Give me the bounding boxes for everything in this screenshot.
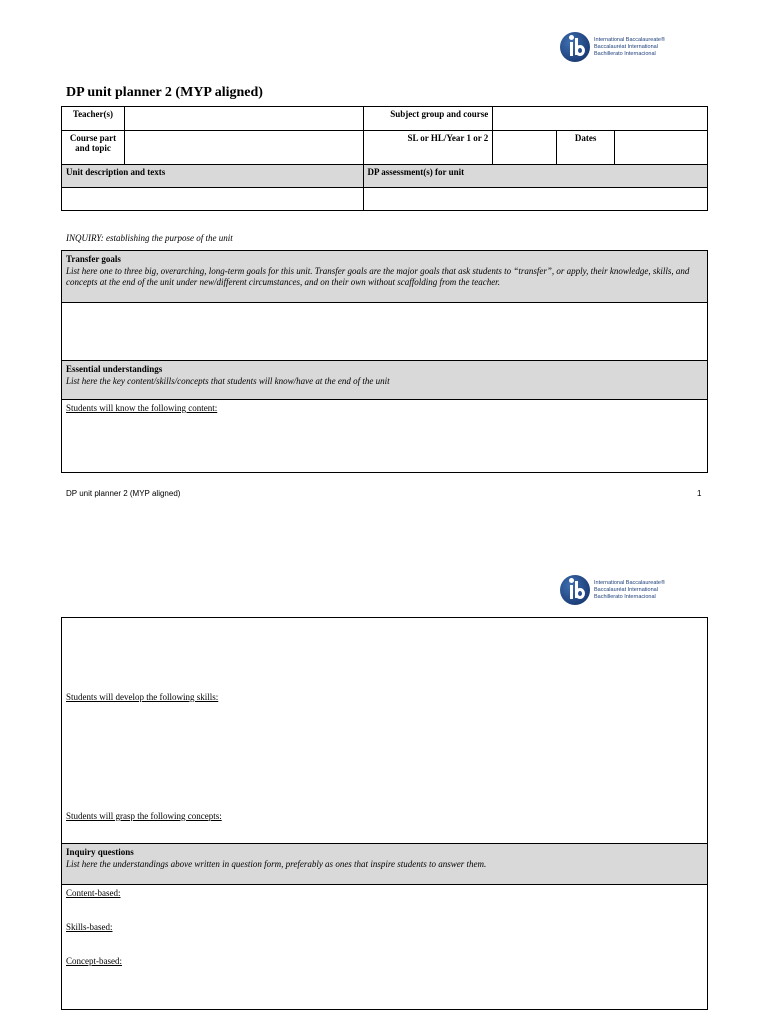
transfer-goals-heading: Transfer goals — [66, 254, 121, 264]
concept-based-prompt: Concept-based: — [66, 956, 122, 966]
subject-label: Subject group and course — [363, 107, 493, 131]
teacher-label: Teacher(s) — [62, 107, 125, 131]
ib-logo-text: International Baccalaureate® Baccalauréat International Bachillerato Internacional — [594, 36, 666, 57]
transfer-goals-field[interactable] — [62, 303, 707, 361]
inquiry-questions-field[interactable] — [62, 885, 707, 1009]
content-prompt: Students will know the following content: — [66, 403, 218, 413]
course-part-field[interactable] — [124, 131, 363, 165]
footer-title: DP unit planner 2 (MYP aligned) — [66, 489, 181, 498]
page2-box — [61, 617, 708, 1010]
inquiry-note: INQUIRY: establishing the purpose of the unit — [66, 233, 233, 243]
essential-understandings-header — [62, 361, 707, 400]
skills-concepts-field[interactable] — [62, 618, 707, 844]
ib-logo-icon — [560, 575, 590, 605]
sl-hl-label: SL or HL/Year 1 or 2 — [363, 131, 493, 165]
inquiry-questions-heading: Inquiry questions — [66, 847, 134, 857]
inquiry-questions-header — [62, 844, 707, 885]
ib-logo — [560, 32, 665, 62]
skills-based-prompt: Skills-based: — [66, 922, 113, 932]
teacher-field[interactable] — [124, 107, 363, 131]
page-title: DP unit planner 2 (MYP aligned) — [66, 85, 263, 100]
skills-prompt: Students will develop the following skills: — [66, 692, 219, 702]
dates-field[interactable] — [615, 131, 708, 165]
unit-header-table — [61, 106, 708, 211]
ib-logo-page2 — [560, 575, 665, 605]
dp-assessment-label: DP assessment(s) for unit — [363, 165, 708, 188]
unit-description-field[interactable] — [62, 188, 364, 211]
essential-understandings-heading: Essential understandings — [66, 364, 163, 374]
inquiry-questions-instruction: List here the understandings above written in question form, preferably as ones that inspire students to answer them. — [66, 859, 487, 869]
dates-label: Dates — [557, 131, 615, 165]
inquiry-box — [61, 250, 708, 473]
concepts-prompt: Students will grasp the following concepts: — [66, 811, 222, 821]
ib-logo-text: International Baccalaureate® Baccalauréat International Bachillerato Internacional — [594, 579, 666, 600]
transfer-goals-instruction: List here one to three big, overarching, long-term goals for this unit. Transfer goals are the major goals that ask students to “transfer”, or apply, their knowledge, skills, and concepts at the end of the unit under new/different circumstances, and on their own without scaffolding from the teacher. — [66, 266, 690, 287]
subject-field[interactable] — [493, 107, 708, 131]
page-number: 1 — [697, 489, 702, 498]
sl-hl-field[interactable] — [493, 131, 557, 165]
essential-understandings-instruction: List here the key content/skills/concepts that students will know/have at the end of the unit — [66, 376, 390, 386]
content-based-prompt: Content-based: — [66, 888, 121, 898]
ib-logo-icon — [560, 32, 590, 62]
unit-description-label: Unit description and texts — [62, 165, 364, 188]
course-part-label: Course part and topic — [62, 131, 125, 165]
transfer-goals-header — [62, 251, 707, 303]
dp-assessment-field[interactable] — [363, 188, 708, 211]
essential-understandings-field[interactable] — [62, 400, 707, 472]
